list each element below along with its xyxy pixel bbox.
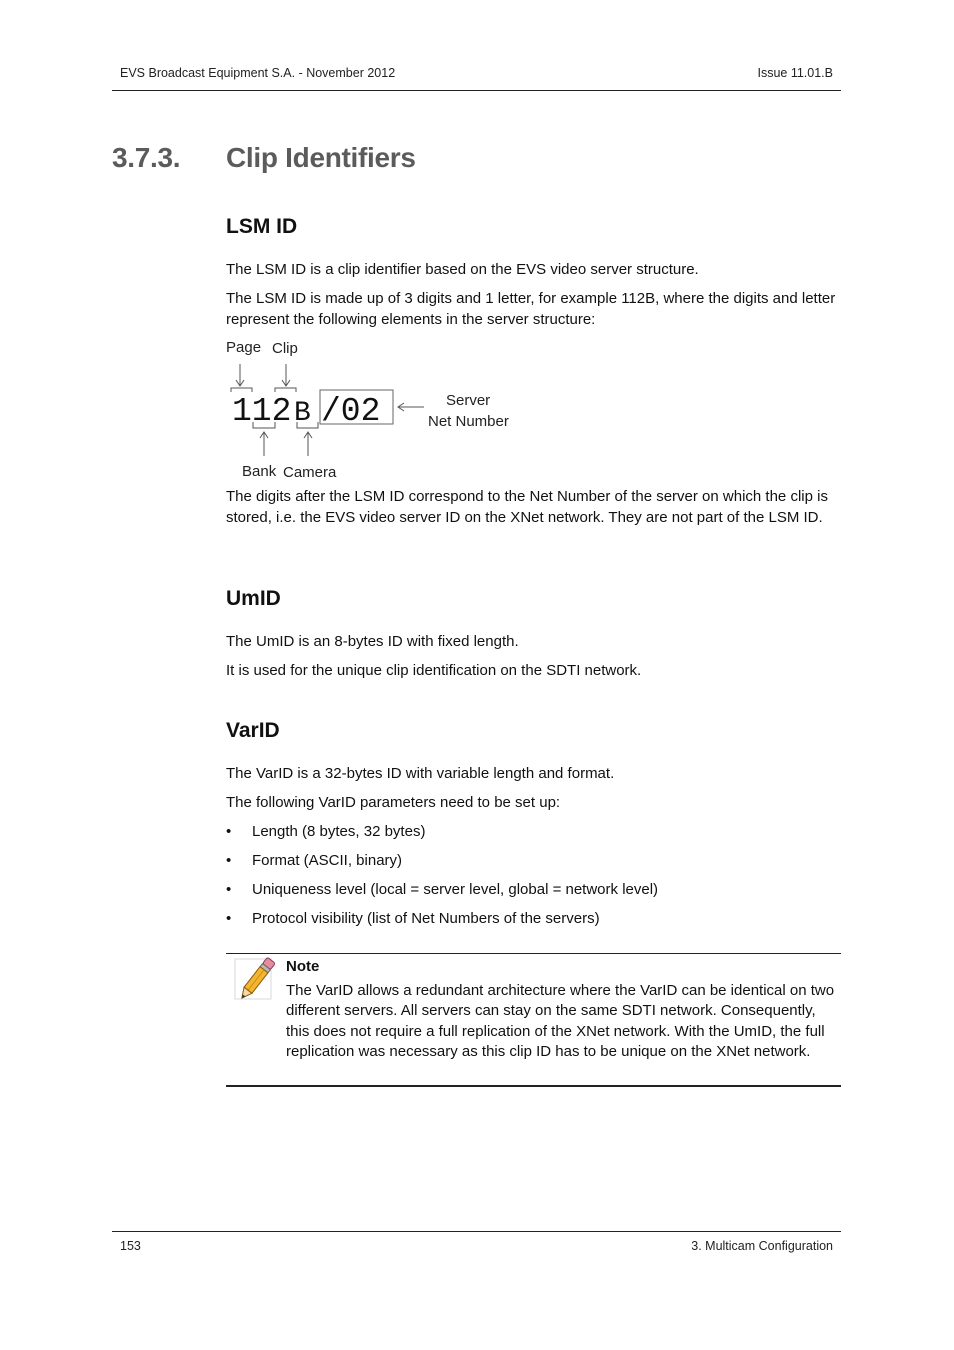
pencil-icon: [232, 956, 280, 1004]
lsm-id-diagram: [226, 334, 526, 484]
diagram-label-page: Page: [226, 339, 262, 356]
diagram-code-digits: 112: [232, 393, 292, 430]
diagram-label-camera: Camera: [283, 464, 337, 481]
list-item-text: Protocol visibility (list of Net Numbers of the servers): [252, 910, 600, 927]
arrow-server: [398, 403, 424, 411]
list-item-text: Format (ASCII, binary): [252, 852, 403, 869]
arrow-page: [231, 364, 252, 392]
page-footer: [112, 1231, 841, 1255]
umid-paragraph-2: It is used for the unique clip identification on the SDTI network.: [226, 662, 642, 679]
section-number: 3.7.3.: [112, 142, 181, 173]
note-box: [226, 953, 841, 1087]
bullet-marker: •: [226, 823, 232, 840]
list-item-text: Length (8 bytes, 32 bytes): [252, 823, 426, 840]
page-header: [112, 64, 841, 91]
footer-chapter: 3. Multicam Configuration: [691, 1239, 833, 1253]
arrow-clip: [275, 364, 296, 392]
diagram-code-suffix: /02: [321, 393, 381, 430]
header-publisher: EVS Broadcast Equipment S.A. - November 2012: [120, 66, 396, 80]
varid-heading: VarID: [226, 719, 280, 742]
diagram-label-server: Server: [446, 392, 491, 409]
diagram-label-clip: Clip: [272, 340, 298, 357]
lsm-id-heading: LSM ID: [226, 215, 298, 238]
section-title-text: Clip Identifiers: [226, 142, 416, 173]
umid-paragraph-1: The UmID is an 8-bytes ID with fixed length.: [226, 633, 519, 650]
varid-paragraph-2: The following VarID parameters need to be set up:: [226, 794, 561, 811]
bullet-marker: •: [226, 910, 232, 927]
umid-heading: UmID: [226, 587, 281, 610]
list-item-text: Uniqueness level (local = server level, global = network level): [252, 881, 659, 898]
diagram-code-letter: B: [294, 398, 311, 429]
note-body: The VarID allows a redundant architecture where the VarID can be identical on two different servers. All servers can stay on the same SDTI network. Consequently, this does not require a full replication of the XNet network. With the UmID, the full replication was necessary as this clip ID has to be unique on the XNet network.: [286, 982, 835, 1060]
bullet-marker: •: [226, 881, 232, 898]
note-title: Note: [286, 958, 320, 975]
header-issue: Issue 11.01.B: [757, 66, 833, 80]
lsm-paragraph-1: The LSM ID is a clip identifier based on the EVS video server structure.: [226, 261, 699, 278]
page-number: 153: [120, 1239, 141, 1253]
bullet-marker: •: [226, 852, 232, 869]
lsm-paragraph-2: The LSM ID is made up of 3 digits and 1 letter, for example 112B, where the digits and letter represent the following elements in the server structure:: [226, 290, 836, 328]
diagram-label-net-number: Net Number: [428, 413, 509, 430]
section-title: [112, 142, 416, 174]
diagram-label-bank: Bank: [242, 463, 277, 480]
lsm-paragraph-3: The digits after the LSM ID correspond to the Net Number of the server on which the clip is stored, i.e. the EVS video server ID on the XNet network. They are not part of the LSM ID.: [226, 488, 828, 526]
varid-paragraph-1: The VarID is a 32-bytes ID with variable length and format.: [226, 765, 615, 782]
